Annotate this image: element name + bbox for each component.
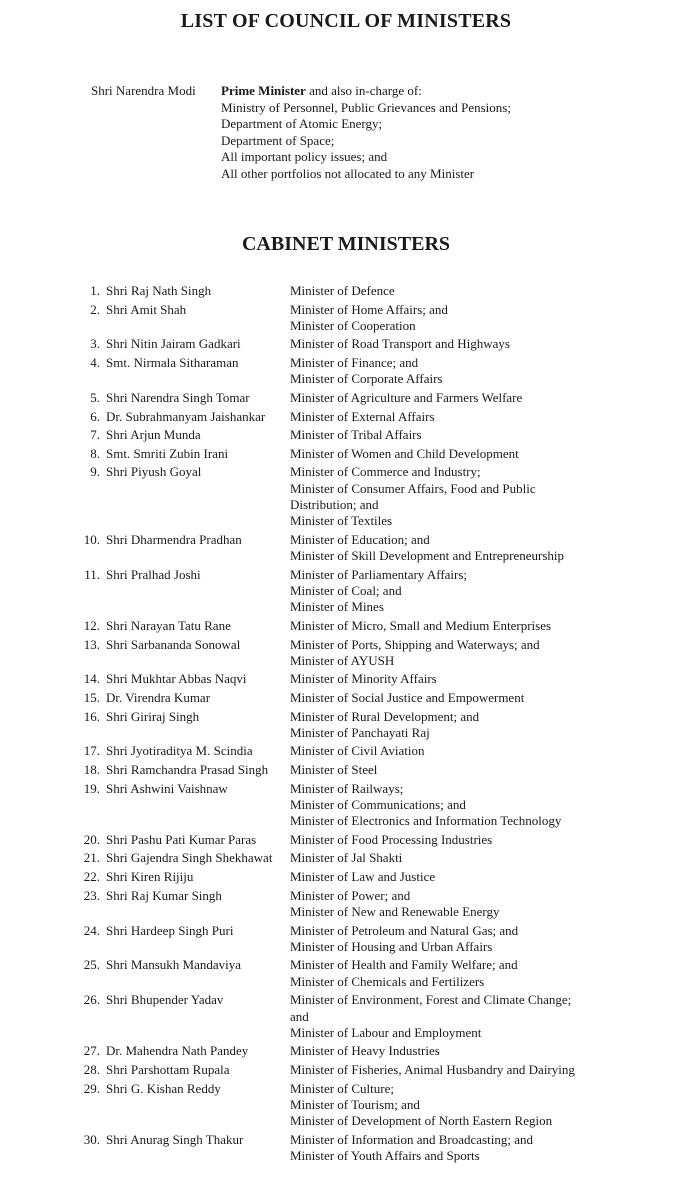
portfolio-line: Minister of Skill Development and Entrepreneurship (290, 548, 565, 564)
minister-portfolio (290, 709, 610, 742)
minister-number: 18. (83, 762, 100, 778)
portfolio-line: Minister of Tribal Affairs (290, 427, 422, 443)
minister-name: Shri Raj Kumar Singh (106, 887, 222, 903)
minister-name: Shri Arjun Munda (106, 427, 201, 443)
minister-number: 4. (90, 355, 100, 371)
portfolio-line: Minister of Fisheries, Animal Husbandry and Dairying (290, 1062, 575, 1078)
minister-name: Shri G. Kishan Reddy (106, 1080, 221, 1096)
minister-portfolio (290, 1081, 610, 1130)
minister-number: 2. (90, 301, 100, 317)
minister-portfolio (290, 618, 610, 634)
minister-row (0, 336, 692, 355)
minister-portfolio (290, 355, 610, 388)
minister-row (0, 1043, 692, 1062)
minister-number: 5. (90, 389, 100, 405)
minister-name: Shri Pashu Pati Kumar Paras (106, 831, 257, 847)
minister-name: Shri Ashwini Vaishnaw (106, 780, 228, 796)
minister-name: Shri Jyotiraditya M. Scindia (106, 743, 253, 759)
minister-row (0, 446, 692, 465)
minister-number: 26. (83, 992, 100, 1008)
portfolio-line: Minister of Mines (290, 599, 384, 615)
minister-name: Smt. Smriti Zubin Irani (106, 445, 229, 461)
minister-name: Shri Anurag Singh Thakur (106, 1131, 244, 1147)
minister-row (0, 1062, 692, 1081)
minister-name: Shri Amit Shah (106, 301, 187, 317)
minister-portfolio (290, 671, 610, 687)
minister-portfolio (290, 390, 610, 406)
minister-portfolio (290, 336, 610, 352)
pm-portfolio-line: Ministry of Personnel, Public Grievances and Pensions; (221, 99, 511, 115)
minister-name: Shri Mukhtar Abbas Naqvi (106, 671, 247, 687)
minister-number: 22. (83, 869, 100, 885)
minister-row (0, 409, 692, 428)
portfolio-line: Minister of Agriculture and Farmers Welfare (290, 389, 523, 405)
minister-number: 8. (90, 445, 100, 461)
portfolio-line: Minister of Micro, Small and Medium Enterprises (290, 617, 552, 633)
minister-row (0, 923, 692, 958)
portfolio-line: Minister of Labour and Employment (290, 1024, 482, 1040)
minister-number: 11. (84, 566, 100, 582)
minister-name: Shri Piyush Goyal (106, 464, 202, 480)
minister-row (0, 888, 692, 923)
minister-portfolio (290, 1043, 610, 1059)
minister-portfolio (290, 446, 610, 462)
portfolio-line: Minister of Consumer Affairs, Food and Public (290, 480, 536, 496)
minister-row (0, 690, 692, 709)
minister-row (0, 637, 692, 672)
minister-number: 17. (83, 743, 100, 759)
portfolio-line: Minister of Tourism; and (290, 1096, 420, 1112)
minister-number: 29. (83, 1080, 100, 1096)
minister-row (0, 618, 692, 637)
minister-row (0, 1132, 692, 1167)
portfolio-line: Minister of Panchayati Raj (290, 724, 430, 740)
minister-portfolio (290, 869, 610, 885)
portfolio-line: Minister of Corporate Affairs (290, 371, 443, 387)
minister-portfolio (290, 850, 610, 866)
minister-name: Shri Nitin Jairam Gadkari (106, 336, 241, 352)
prime-minister-role-line (221, 83, 511, 100)
minister-number: 9. (90, 464, 100, 480)
minister-number: 25. (83, 957, 100, 973)
cabinet-minister-list (0, 283, 692, 1167)
portfolio-line: Minister of Youth Affairs and Sports (290, 1148, 480, 1164)
portfolio-line: Minister of Electronics and Information Technology (290, 813, 562, 829)
minister-name: Shri Narayan Tatu Rane (106, 617, 231, 633)
minister-name: Shri Mansukh Mandaviya (106, 957, 242, 973)
minister-name: Shri Hardeep Singh Puri (106, 922, 234, 938)
minister-row (0, 743, 692, 762)
portfolio-line: Minister of Coal; and (290, 583, 402, 599)
minister-row (0, 992, 692, 1043)
minister-row (0, 355, 692, 390)
portfolio-line: Minister of Health and Family Welfare; and (290, 957, 518, 973)
minister-name: Shri Giriraj Singh (106, 708, 200, 724)
minister-name: Shri Raj Nath Singh (106, 283, 212, 298)
minister-number: 12. (83, 617, 100, 633)
minister-portfolio (290, 781, 610, 830)
minister-row (0, 567, 692, 618)
portfolio-line: Minister of Women and Child Development (290, 445, 519, 461)
prime-minister-role-suffix: and also in-charge of: (305, 83, 422, 98)
minister-portfolio (290, 690, 610, 706)
section-title: CABINET MINISTERS (241, 233, 451, 255)
minister-portfolio (290, 743, 610, 759)
minister-name: Shri Gajendra Singh Shekhawat (106, 850, 273, 866)
portfolio-line: Minister of Law and Justice (290, 869, 436, 885)
minister-portfolio (290, 532, 610, 565)
minister-name: Shri Dharmendra Pradhan (106, 531, 242, 547)
minister-number: 15. (83, 689, 100, 705)
portfolio-line: Minister of Textiles (290, 513, 393, 529)
minister-portfolio (290, 302, 610, 335)
minister-number: 7. (90, 427, 100, 443)
minister-name: Shri Pralhad Joshi (106, 566, 201, 582)
portfolio-line: Minister of Power; and (290, 887, 411, 903)
portfolio-line: Minister of Education; and (290, 531, 430, 547)
portfolio-line: Minister of Defence (290, 283, 395, 298)
minister-number: 14. (83, 671, 100, 687)
portfolio-line: Minister of Food Processing Industries (290, 831, 493, 847)
portfolio-line: Minister of Chemicals and Fertilizers (290, 973, 485, 989)
portfolio-line: Minister of Cooperation (290, 317, 416, 333)
prime-minister-name: Shri Narendra Modi (91, 83, 196, 98)
portfolio-line: Minister of Social Justice and Empowerment (290, 689, 525, 705)
portfolio-line: Minister of Culture; (290, 1080, 394, 1096)
portfolio-line: Minister of Ports, Shipping and Waterways; and (290, 636, 540, 652)
minister-row (0, 781, 692, 832)
minister-portfolio (290, 427, 610, 443)
portfolio-line: Minister of Parliamentary Affairs; (290, 566, 468, 582)
page-title: LIST OF COUNCIL OF MINISTERS (180, 10, 512, 32)
portfolio-line: Minister of New and Renewable Energy (290, 903, 500, 919)
minister-number: 16. (83, 708, 100, 724)
portfolio-line: Minister of External Affairs (290, 408, 435, 424)
minister-portfolio (290, 409, 610, 425)
minister-portfolio (290, 1062, 610, 1078)
minister-name: Shri Parshottam Rupala (106, 1062, 230, 1078)
portfolio-line: Minister of Home Affairs; and (290, 301, 448, 317)
minister-name: Shri Narendra Singh Tomar (106, 389, 250, 405)
minister-portfolio (290, 464, 610, 529)
minister-portfolio (290, 832, 610, 848)
minister-name: Shri Ramchandra Prasad Singh (106, 762, 269, 778)
minister-portfolio (290, 888, 610, 921)
minister-number: 1. (90, 283, 100, 298)
minister-name: Shri Kiren Rijiju (106, 869, 194, 885)
minister-row (0, 1081, 692, 1132)
portfolio-line: Minister of Steel (290, 762, 378, 778)
minister-number: 3. (90, 336, 100, 352)
minister-number: 23. (83, 887, 100, 903)
portfolio-line: Distribution; and (290, 496, 379, 512)
portfolio-line: Minister of Commerce and Industry; (290, 464, 481, 480)
minister-row (0, 302, 692, 337)
minister-portfolio (290, 957, 610, 990)
minister-row (0, 709, 692, 744)
minister-portfolio (290, 567, 610, 616)
minister-portfolio (290, 992, 610, 1041)
minister-name: Dr. Virendra Kumar (106, 689, 211, 705)
minister-row (0, 832, 692, 851)
portfolio-line: Minister of Information and Broadcasting; and (290, 1131, 533, 1147)
portfolio-line: Minister of Finance; and (290, 355, 419, 371)
minister-number: 24. (83, 922, 100, 938)
portfolio-line: Minister of Railways; (290, 780, 404, 796)
minister-row (0, 464, 692, 531)
portfolio-line: Minister of Jal Shakti (290, 850, 403, 866)
portfolio-line: Minister of Civil Aviation (290, 743, 425, 759)
minister-number: 10. (83, 531, 100, 547)
pm-portfolio-line: Department of Space; (221, 132, 335, 148)
minister-number: 20. (83, 831, 100, 847)
minister-row (0, 532, 692, 567)
portfolio-line: Minister of Development of North Eastern Region (290, 1113, 553, 1129)
minister-portfolio (290, 762, 610, 778)
minister-portfolio (290, 637, 610, 670)
minister-row (0, 671, 692, 690)
minister-row (0, 850, 692, 869)
portfolio-line: Minister of Petroleum and Natural Gas; and (290, 922, 519, 938)
pm-portfolio-line: All other portfolios not allocated to any Minister (221, 165, 475, 181)
minister-row (0, 390, 692, 409)
portfolio-line: Minister of Communications; and (290, 796, 466, 812)
minister-portfolio (290, 1132, 610, 1165)
minister-number: 28. (83, 1062, 100, 1078)
portfolio-line: Minister of Heavy Industries (290, 1043, 440, 1059)
minister-row (0, 957, 692, 992)
portfolio-line: and (290, 1008, 309, 1024)
minister-name: Smt. Nirmala Sitharaman (106, 355, 239, 371)
minister-number: 21. (83, 850, 100, 866)
minister-number: 13. (83, 636, 100, 652)
minister-row (0, 869, 692, 888)
portfolio-line: Minister of Environment, Forest and Climate Change; (290, 992, 572, 1008)
portfolio-line: Minister of Road Transport and Highways (290, 336, 510, 352)
minister-name: Dr. Mahendra Nath Pandey (106, 1043, 249, 1059)
minister-number: 30. (83, 1131, 100, 1147)
minister-name: Shri Bhupender Yadav (106, 992, 224, 1008)
prime-minister-role: Prime Minister (221, 83, 306, 98)
pm-portfolio-line: All important policy issues; and (221, 149, 388, 164)
minister-number: 6. (90, 408, 100, 424)
minister-number: 19. (83, 780, 100, 796)
minister-name: Shri Sarbananda Sonowal (106, 636, 241, 652)
portfolio-line: Minister of Rural Development; and (290, 708, 480, 724)
minister-row (0, 283, 692, 302)
minister-number: 27. (83, 1043, 100, 1059)
portfolio-line: Minister of Housing and Urban Affairs (290, 938, 493, 954)
portfolio-line: Minister of Minority Affairs (290, 671, 437, 687)
portfolio-line: Minister of AYUSH (290, 652, 395, 668)
pm-portfolio-line: Department of Atomic Energy; (221, 116, 383, 131)
prime-minister-portfolio (221, 83, 511, 182)
minister-row (0, 762, 692, 781)
minister-row (0, 427, 692, 446)
minister-name: Dr. Subrahmanyam Jaishankar (106, 408, 266, 424)
minister-portfolio (290, 283, 610, 299)
minister-portfolio (290, 923, 610, 956)
